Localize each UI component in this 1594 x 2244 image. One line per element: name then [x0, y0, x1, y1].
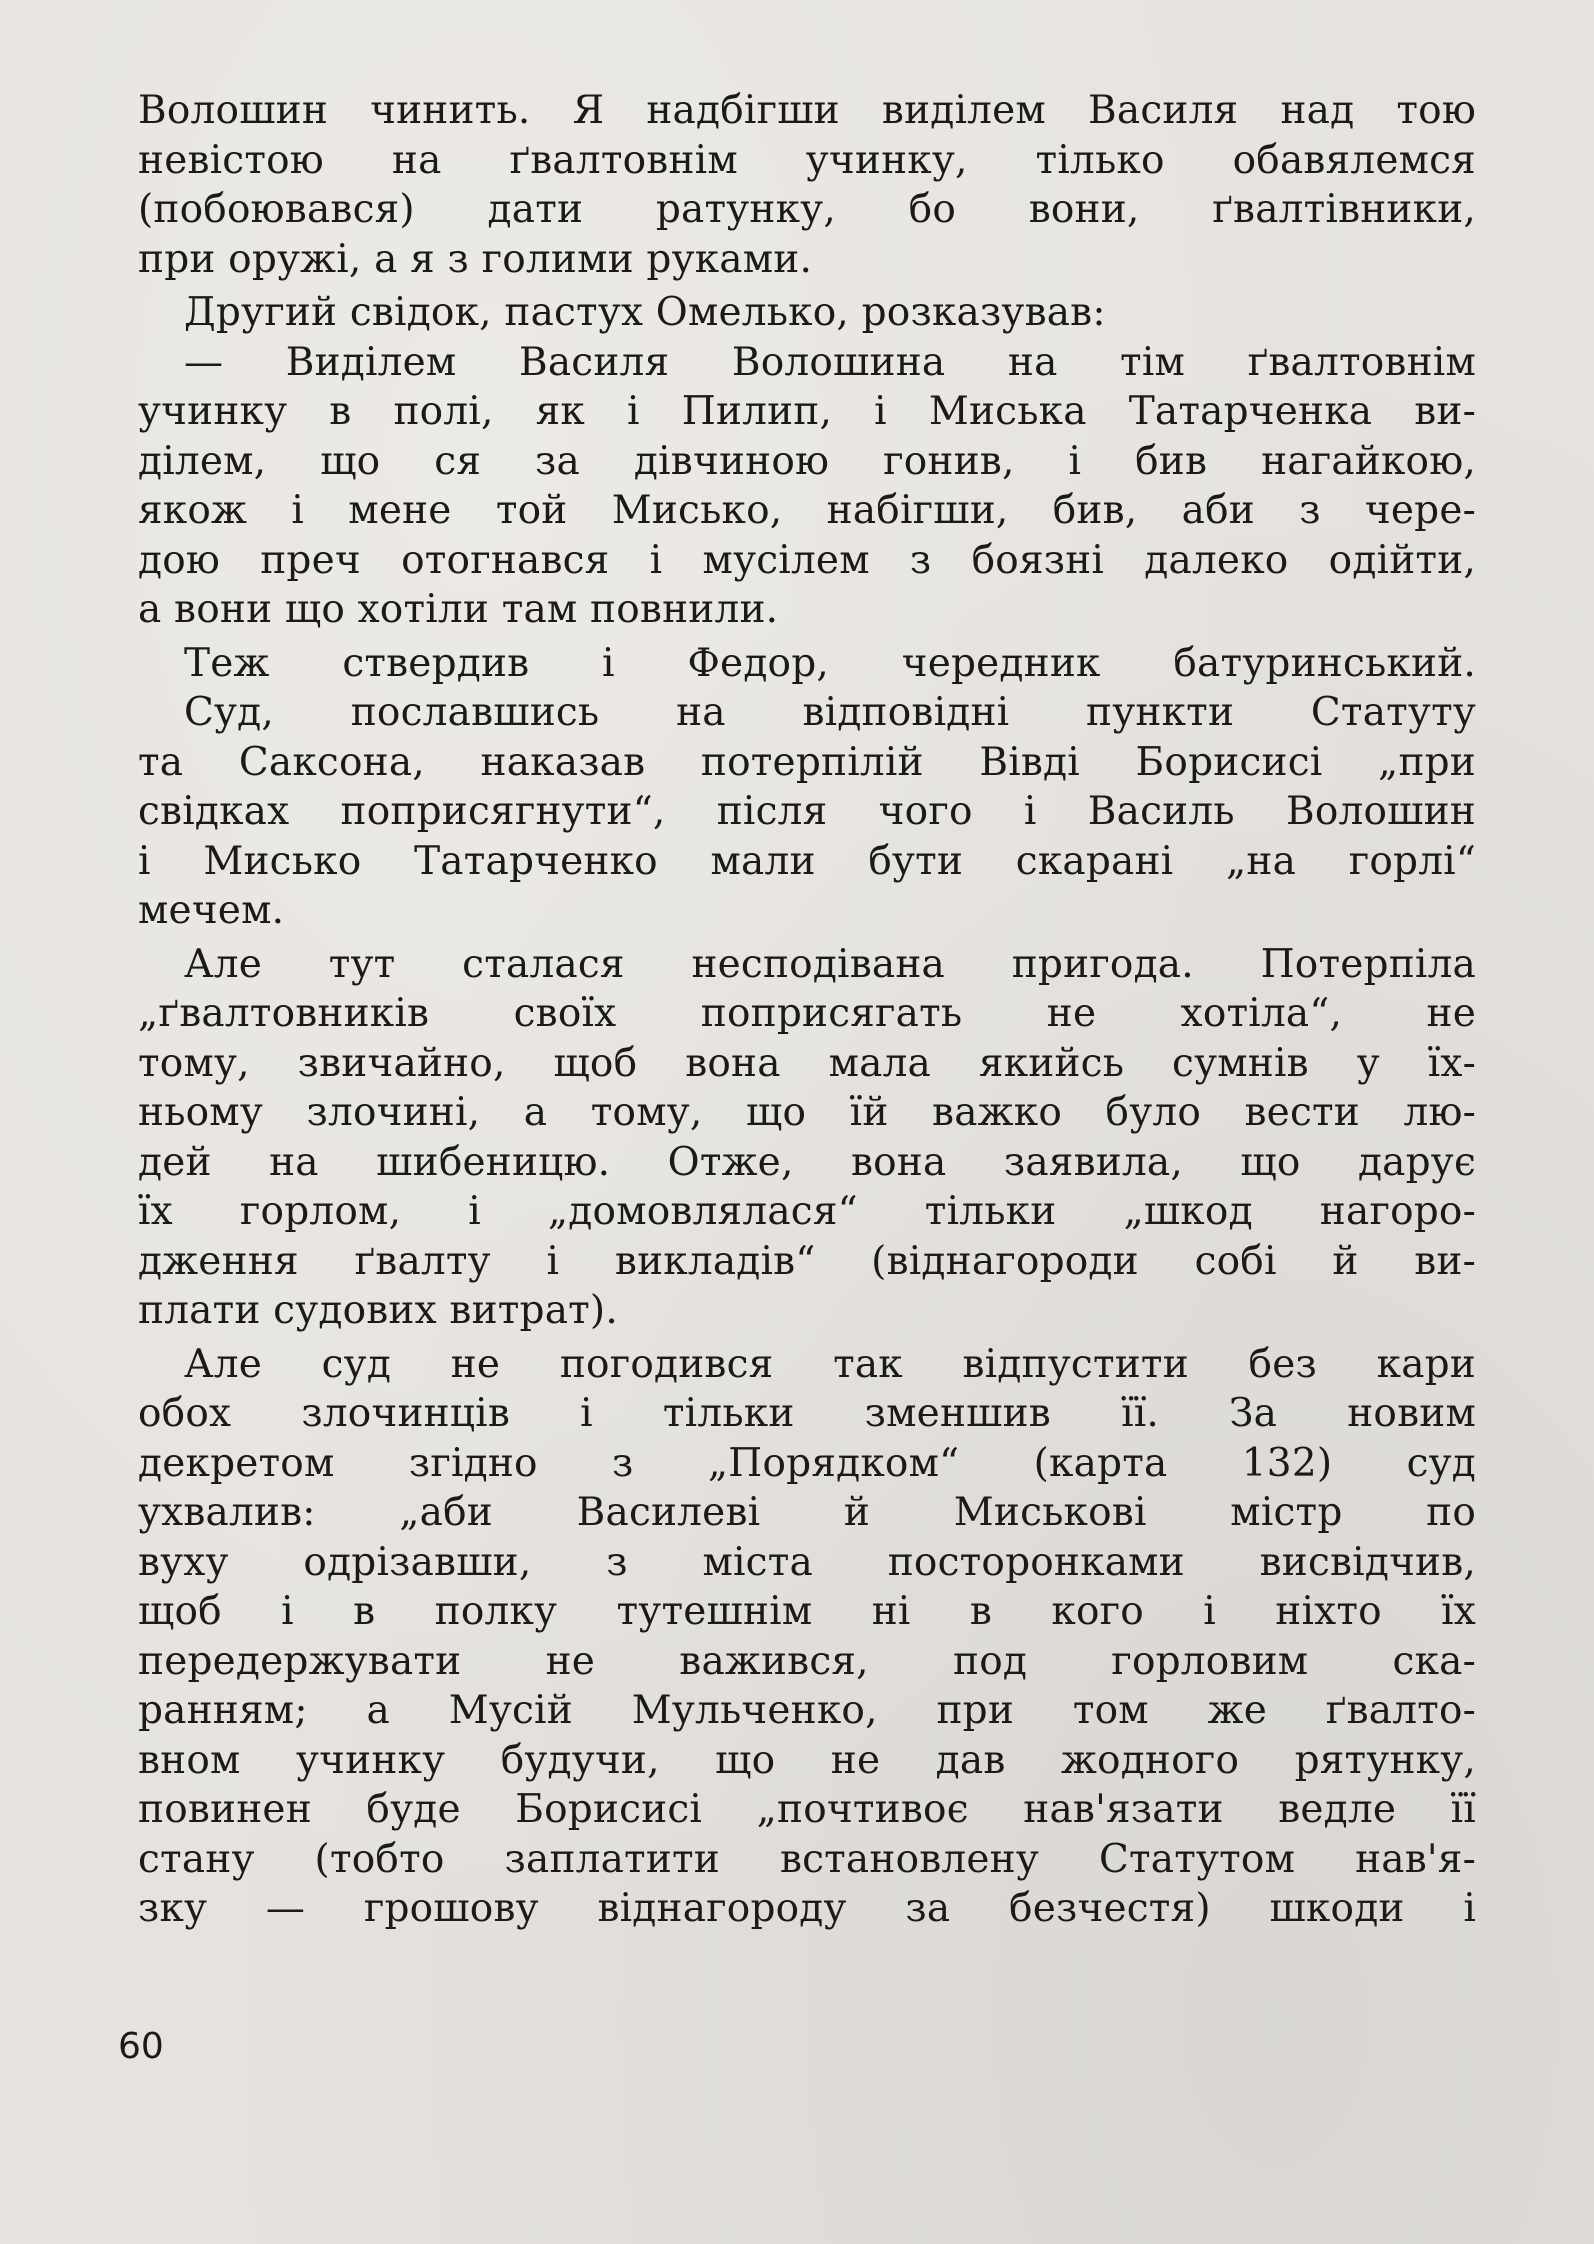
- text-line: (побоювався) дати ратунку, бо вони, ґвалтівники,: [138, 187, 1476, 232]
- text-line: свідках поприсягнути“, після чого і Василь Волошин: [138, 789, 1476, 834]
- text-line: і Мисько Татарченко мали бути скарані „на горлі“: [138, 838, 1476, 884]
- text-line: якож і мене той Мисько, набігши, бив, аби з чере-: [138, 488, 1476, 533]
- text-line: вуху одрізавши, з міста посторонками висвідчив,: [138, 1539, 1476, 1585]
- text-line: Волошин чинить. Я надбігши виділем Василя над тою: [138, 88, 1476, 133]
- text-line: — Виділем Василя Волошина на тім ґвалтовнім: [184, 339, 1476, 385]
- text-line: учинку в полі, як і Пилип, і Миська Татарченка ви-: [138, 389, 1476, 434]
- text-line: ділем, що ся за дівчиною гонив, і бив нагайкою,: [138, 438, 1476, 484]
- text-line: а вони що хотіли там повнили.: [138, 587, 779, 632]
- text-line: мечем.: [138, 888, 285, 933]
- text-line: Але суд не погодився так відпустити без кари: [184, 1341, 1476, 1387]
- text-line: вном учинку будучи, що не дав жодного рятунку,: [138, 1737, 1476, 1783]
- text-line: тому, звичайно, щоб вона мала якийсь сумнів у їх-: [138, 1040, 1476, 1086]
- body-text: [138, 86, 1476, 1934]
- text-line: Другий свідок, пастух Омелько, розказував:: [184, 290, 1106, 335]
- text-line: ньому злочині, а тому, що їй важко було вести лю-: [138, 1090, 1476, 1135]
- text-line: передержувати не важився, под горловим ска-: [138, 1638, 1476, 1684]
- text-line: стану (тобто заплатити встановлену Статутом нав'я-: [138, 1836, 1476, 1882]
- text-line: плати судових витрат).: [138, 1288, 618, 1333]
- text-line: дою преч отогнався і мусілем з боязні далеко одійти,: [138, 537, 1476, 583]
- text-line: Але тут сталася несподівана пригода. Потерпіла: [184, 941, 1476, 987]
- text-line: Суд, пославшись на відповідні пункти Статуту: [184, 690, 1476, 735]
- text-line: ранням; а Мусій Мульченко, при том же ґвалто-: [138, 1688, 1476, 1733]
- text-line: декретом згідно з „Порядком“ (карта 132) суд: [138, 1440, 1476, 1486]
- text-line: та Саксона, наказав потерпілій Вівді Борисисі „при: [138, 739, 1476, 785]
- text-line: зку — грошову віднагороду за безчестя) шкоди і: [138, 1886, 1476, 1931]
- page-number: 60: [118, 2026, 164, 2067]
- text-line: їх горлом, і „домовлялася“ тільки „шкод нагоро-: [138, 1189, 1476, 1234]
- text-line: обох злочинців і тільки зменшив її. За новим: [138, 1391, 1476, 1436]
- text-line: повинен буде Борисисі „почтивоє нав'язати ведле її: [138, 1787, 1476, 1832]
- text-line: при оружі, а я з голими руками.: [138, 236, 813, 282]
- text-line: невістою на ґвалтовнім учинку, тілько обавялемся: [138, 137, 1476, 183]
- text-line: „ґвалтовників своїх поприсягать не хотіла“, не: [138, 991, 1476, 1036]
- text-line: Теж ствердив і Федор, чередник батуринський.: [184, 640, 1476, 686]
- text-line: дження ґвалту і викладів“ (віднагороди собі й ви-: [138, 1238, 1476, 1284]
- text-line: ухвалив: „аби Василеві й Миськові містр по: [138, 1490, 1476, 1535]
- text-line: дей на шибеницю. Отже, вона заявила, що дарує: [138, 1139, 1476, 1185]
- text-line: щоб і в полку тутешнім ні в кого і ніхто їх: [138, 1589, 1476, 1634]
